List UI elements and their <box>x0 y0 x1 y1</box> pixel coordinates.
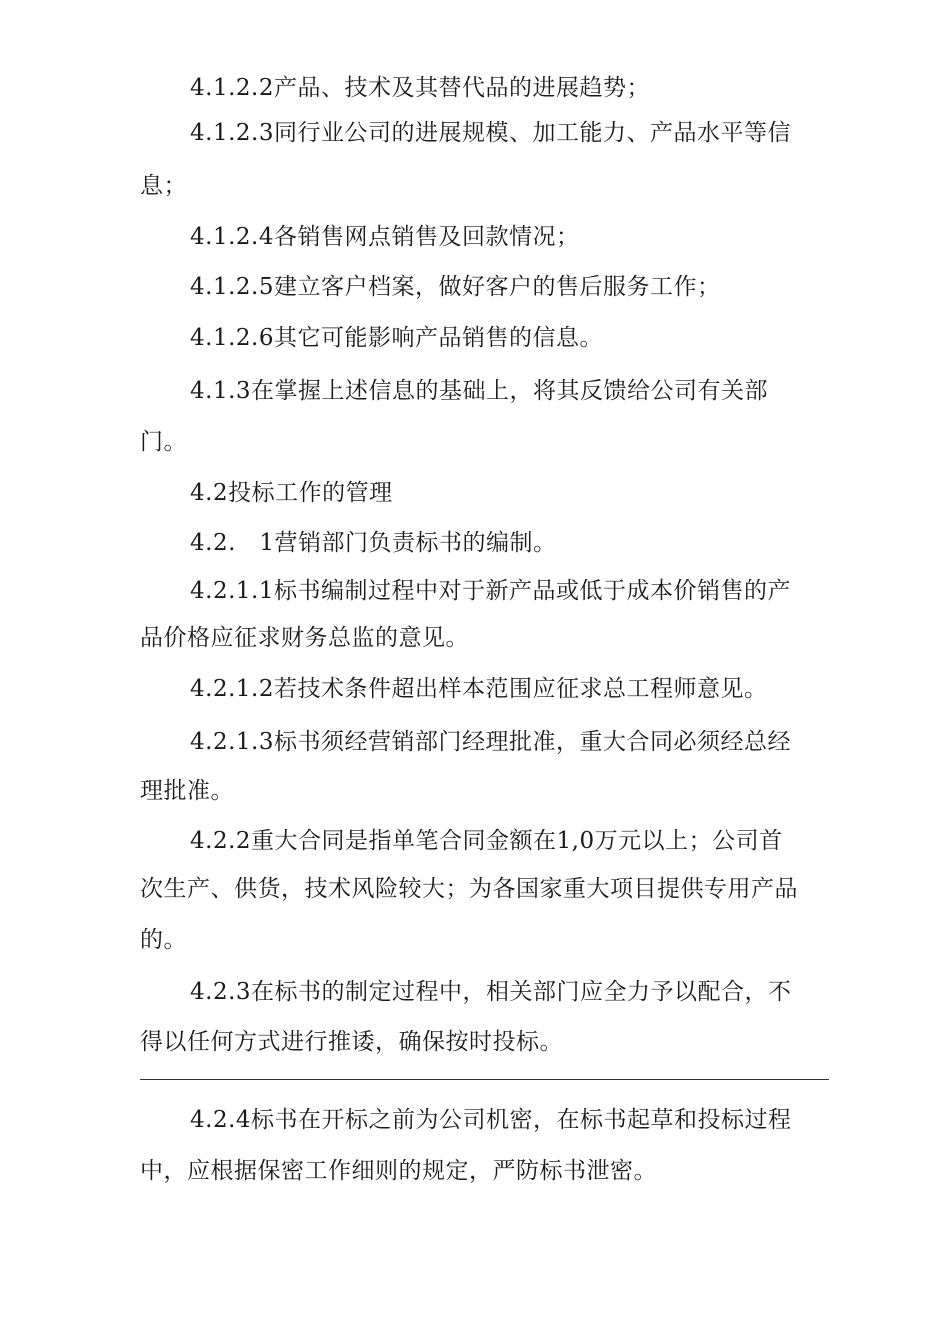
paragraph-line: 次生产、供货，技术风险较大；为各国家重大项目提供专用产品 <box>140 876 798 902</box>
paragraph-line: 4.1.2.6其它可能影响产品销售的信息。 <box>190 325 603 351</box>
paragraph-line: 4.1.2.2产品、技术及其替代品的进展趋势； <box>190 75 650 101</box>
paragraph-line: 4.2.4标书在开标之前为公司机密，在标书起草和投标过程 <box>190 1107 792 1133</box>
horizontal-divider <box>140 1079 829 1080</box>
paragraph-line: 中，应根据保密工作细则的规定，严防标书泄密。 <box>140 1158 657 1184</box>
paragraph-line: 4.2.1.3标书须经营销部门经理批准，重大合同必须经总经 <box>190 729 791 755</box>
paragraph-line: 的。 <box>140 927 187 953</box>
paragraph-line: 息； <box>140 173 187 199</box>
section-heading: 4.2投标工作的管理 <box>190 480 393 506</box>
paragraph-line: 4.2. 1营销部门负责标书的编制。 <box>190 530 557 556</box>
paragraph-line: 4.2.2重大合同是指单笔合同金额在1,0万元以上；公司首 <box>190 828 783 854</box>
paragraph-line: 4.1.2.5建立客户档案，做好客户的售后服务工作； <box>190 274 721 300</box>
paragraph-line: 理批准。 <box>140 778 234 804</box>
paragraph-line: 4.1.2.3同行业公司的进展规模、加工能力、产品水平等信 <box>190 120 791 146</box>
paragraph-line: 4.2.3在标书的制定过程中，相关部门应全力予以配合，不 <box>190 979 792 1005</box>
paragraph-line: 4.2.1.1标书编制过程中对于新产品或低于成本价销售的产 <box>190 578 791 604</box>
paragraph-line: 4.2.1.2若技术条件超出样本范围应征求总工程师意见。 <box>190 676 768 702</box>
paragraph-line: 4.1.3在掌握上述信息的基础上，将其反馈给公司有关部 <box>190 378 769 404</box>
paragraph-line: 4.1.2.4各销售网点销售及回款情况； <box>190 224 580 250</box>
paragraph-line: 得以任何方式进行推诿，确保按时投标。 <box>140 1029 563 1055</box>
paragraph-line: 品价格应征求财务总监的意见。 <box>140 625 469 651</box>
paragraph-line: 门。 <box>140 429 187 455</box>
